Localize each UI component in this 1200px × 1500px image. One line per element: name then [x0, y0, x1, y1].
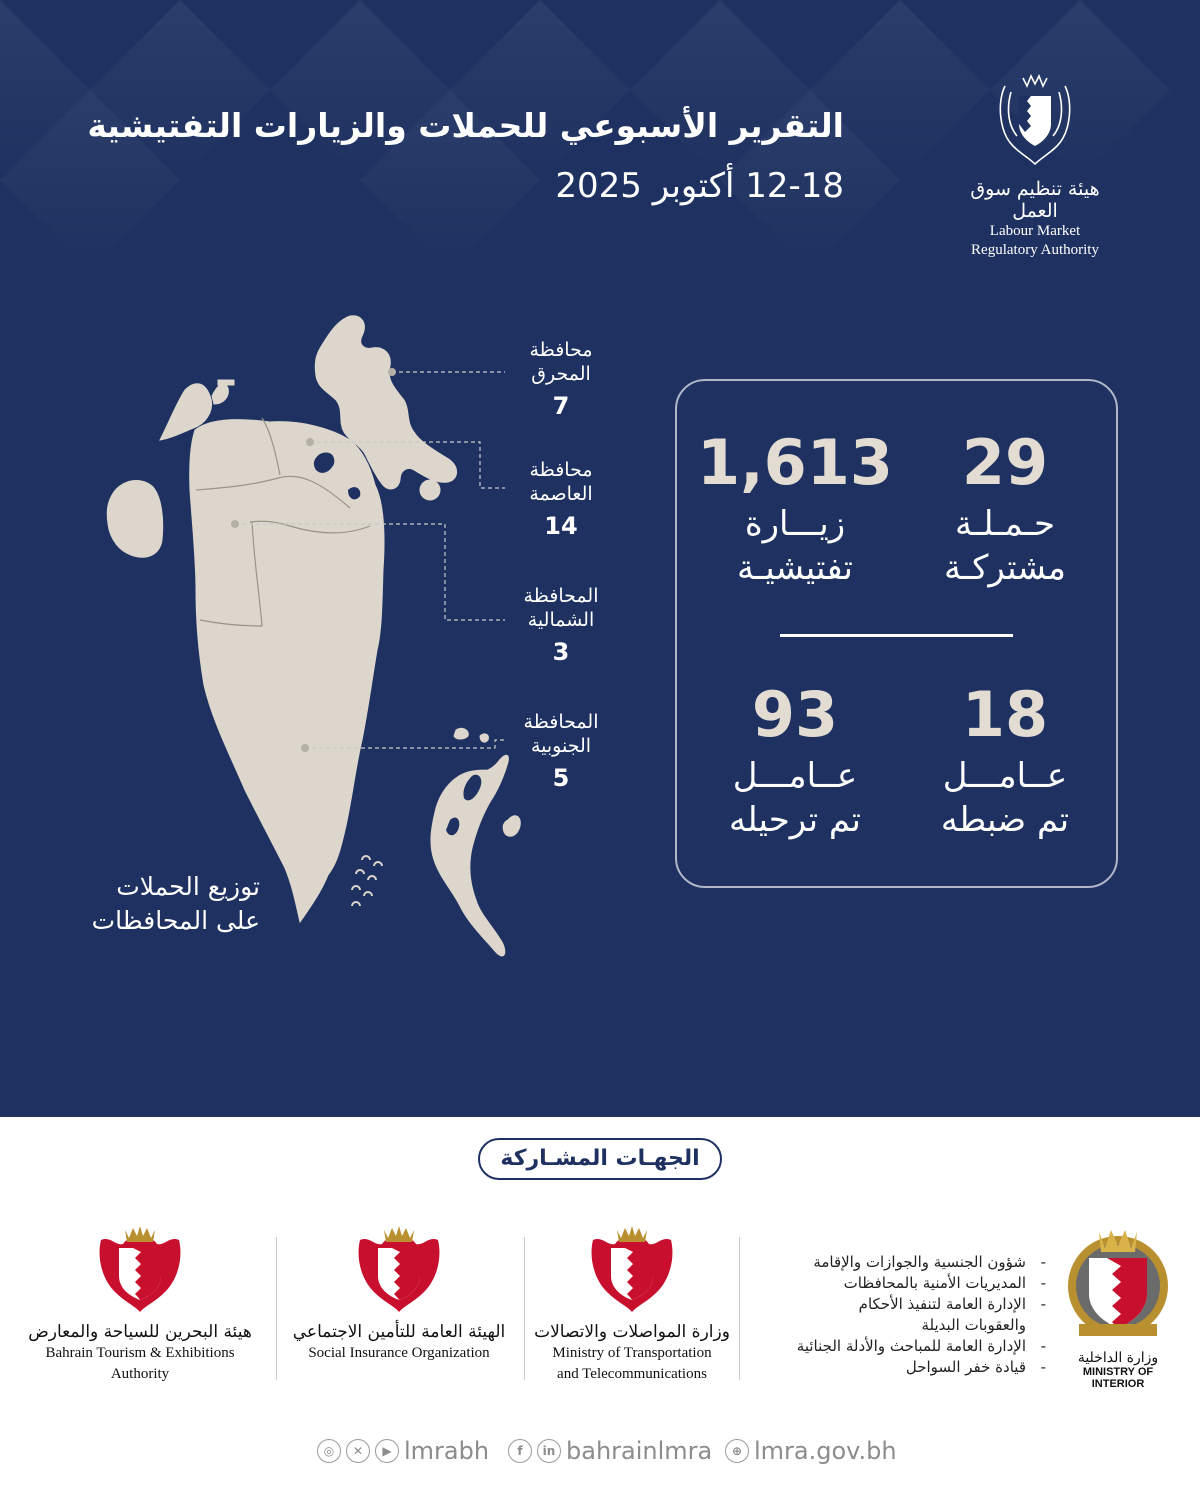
stat-joint-campaigns-label2: مشتركـة: [944, 548, 1066, 588]
linkedin-icon[interactable]: in: [537, 1439, 561, 1463]
moi-name-en: MINISTRY OF INTERIOR: [1082, 1366, 1154, 1390]
social-group-1: [317, 1436, 489, 1466]
stat-workers-deported: [690, 680, 900, 842]
gov-capital-count: 14: [544, 512, 578, 540]
moi-item-continued-text: والعقوبات البديلة: [921, 1316, 1026, 1334]
gov-northern-line1: المحافظة: [523, 585, 599, 607]
partner-separator: [276, 1237, 277, 1380]
lmra-name-en-line1: Labour Market: [989, 223, 1081, 239]
gov-northern-line2: الشمالية: [527, 609, 595, 631]
map-caption-line2: على المحافظات: [91, 906, 260, 935]
partner-transportation-ar: وزارة المواصلات والاتصالات: [534, 1322, 730, 1342]
moi-departments-list: [740, 1252, 1046, 1378]
lmra-name-en-line2: Regulatory Authority: [971, 242, 1099, 258]
map-caption-line1: توزيع الحملات: [116, 872, 260, 901]
stat-workers-deported-label2: تم ترحيله: [729, 800, 861, 840]
stat-joint-campaigns-label1: حـمـلـة: [954, 504, 1056, 544]
stat-inspection-visits-label2: تفتيشيـة: [737, 548, 853, 588]
stat-joint-campaigns-value: 29: [961, 426, 1049, 499]
partner-tourism: [20, 1222, 260, 1384]
moi-emblem-icon: [1063, 1228, 1173, 1346]
moi-item-continued: [740, 1315, 1046, 1336]
gov-muharraq-line2: المحرق: [531, 363, 591, 385]
partner-social-insurance-ar: الهيئة العامة للتأمين الاجتماعي: [292, 1322, 506, 1342]
partner-tourism-ar: هيئة البحرين للسياحة والمعارض: [28, 1322, 252, 1342]
dot-northern: [231, 520, 239, 528]
stat-workers-caught-value: 18: [961, 678, 1049, 751]
gov-capital: [505, 458, 617, 538]
stat-workers-caught-label1: عــامـــل: [942, 756, 1068, 796]
report-date: 12-18 أكتوبر 2025: [555, 166, 844, 206]
stat-workers-deported-value: 93: [751, 678, 839, 751]
stat-inspection-visits-value: 1,613: [696, 426, 894, 499]
partner-separator: [524, 1237, 525, 1380]
gov-capital-line2: العاصمة: [529, 483, 593, 505]
moi-name-ar: وزارة الداخلية: [1077, 1350, 1159, 1366]
gov-southern-line2: الجنوبية: [530, 735, 592, 757]
social-handle-lmrabh[interactable]: lmrabh: [404, 1437, 490, 1465]
instagram-icon[interactable]: ◎: [317, 1439, 341, 1463]
stat-workers-caught-label2: تم ضبطه: [940, 800, 1070, 840]
stat-workers-deported-label1: عــامـــل: [732, 756, 858, 796]
youtube-icon[interactable]: ▶: [375, 1439, 399, 1463]
bahrain-coat-of-arms-icon: [95, 1222, 185, 1314]
stat-inspection-visits: [690, 428, 900, 590]
bahrain-coat-of-arms-icon: [354, 1222, 444, 1314]
website-link[interactable]: lmra.gov.bh: [754, 1437, 897, 1465]
partner-social-insurance: [283, 1222, 515, 1363]
stat-inspection-visits-label1: زيـــارة: [744, 504, 846, 544]
social-group-3: [725, 1436, 897, 1466]
partner-transportation-en1: Ministry of Transportation: [552, 1345, 712, 1361]
stat-workers-caught: [900, 680, 1110, 842]
report-title: التقرير الأسبوعي للحملات والزيارات التفتيشية: [87, 106, 844, 145]
partner-tourism-en1: Bahrain Tourism & Exhibitions: [45, 1345, 235, 1361]
gov-muharraq-count: 7: [552, 392, 570, 420]
dot-southern: [301, 744, 309, 752]
moi-item: - الإدارة العامة للمباحث والأدلة الجنائية: [740, 1336, 1046, 1357]
gov-northern-count: 3: [552, 638, 570, 666]
moi-item: - شؤون الجنسية والجوازات والإقامة: [740, 1252, 1046, 1273]
dot-capital: [306, 438, 314, 446]
gov-capital-line1: محافظة: [529, 459, 593, 481]
lmra-logo: [945, 72, 1125, 260]
west-island: [107, 480, 162, 557]
stats-divider: [780, 634, 1013, 637]
moi-item: - المديريات الأمنية بالمحافظات: [740, 1273, 1046, 1294]
partner-social-insurance-en1: Social Insurance Organization: [308, 1345, 490, 1361]
moi-item: - قيادة خفر السواحل: [740, 1357, 1046, 1378]
bahrain-coat-of-arms-icon: [587, 1222, 677, 1314]
gov-southern-line1: المحافظة: [523, 711, 599, 733]
gov-muharraq-line1: محافظة: [529, 339, 593, 361]
facebook-icon[interactable]: f: [508, 1439, 532, 1463]
partner-transportation-en2: and Telecommunications: [557, 1366, 707, 1382]
partners-title: الجهـات المشـاركة: [478, 1138, 722, 1180]
map-caption: [80, 870, 260, 938]
partner-tourism-en2: Authority: [110, 1366, 170, 1382]
moi-logo: [1058, 1228, 1178, 1390]
lmra-name-ar: هيئة تنظيم سوق العمل: [970, 178, 1100, 222]
gov-southern: [505, 710, 617, 790]
lmra-emblem-icon: [995, 72, 1075, 172]
globe-icon[interactable]: ⊕: [725, 1439, 749, 1463]
gov-muharraq: [505, 338, 617, 418]
social-group-2: [508, 1436, 712, 1466]
partner-transportation: [530, 1222, 734, 1384]
social-handle-bahrainlmra[interactable]: bahrainlmra: [566, 1437, 713, 1465]
gov-southern-count: 5: [552, 764, 570, 792]
x-icon[interactable]: ✕: [346, 1439, 370, 1463]
stat-joint-campaigns: [900, 428, 1110, 590]
gov-northern: [505, 584, 617, 664]
dot-muharraq: [388, 368, 396, 376]
moi-item: - الإدارة العامة لتنفيذ الأحكام: [740, 1294, 1046, 1315]
